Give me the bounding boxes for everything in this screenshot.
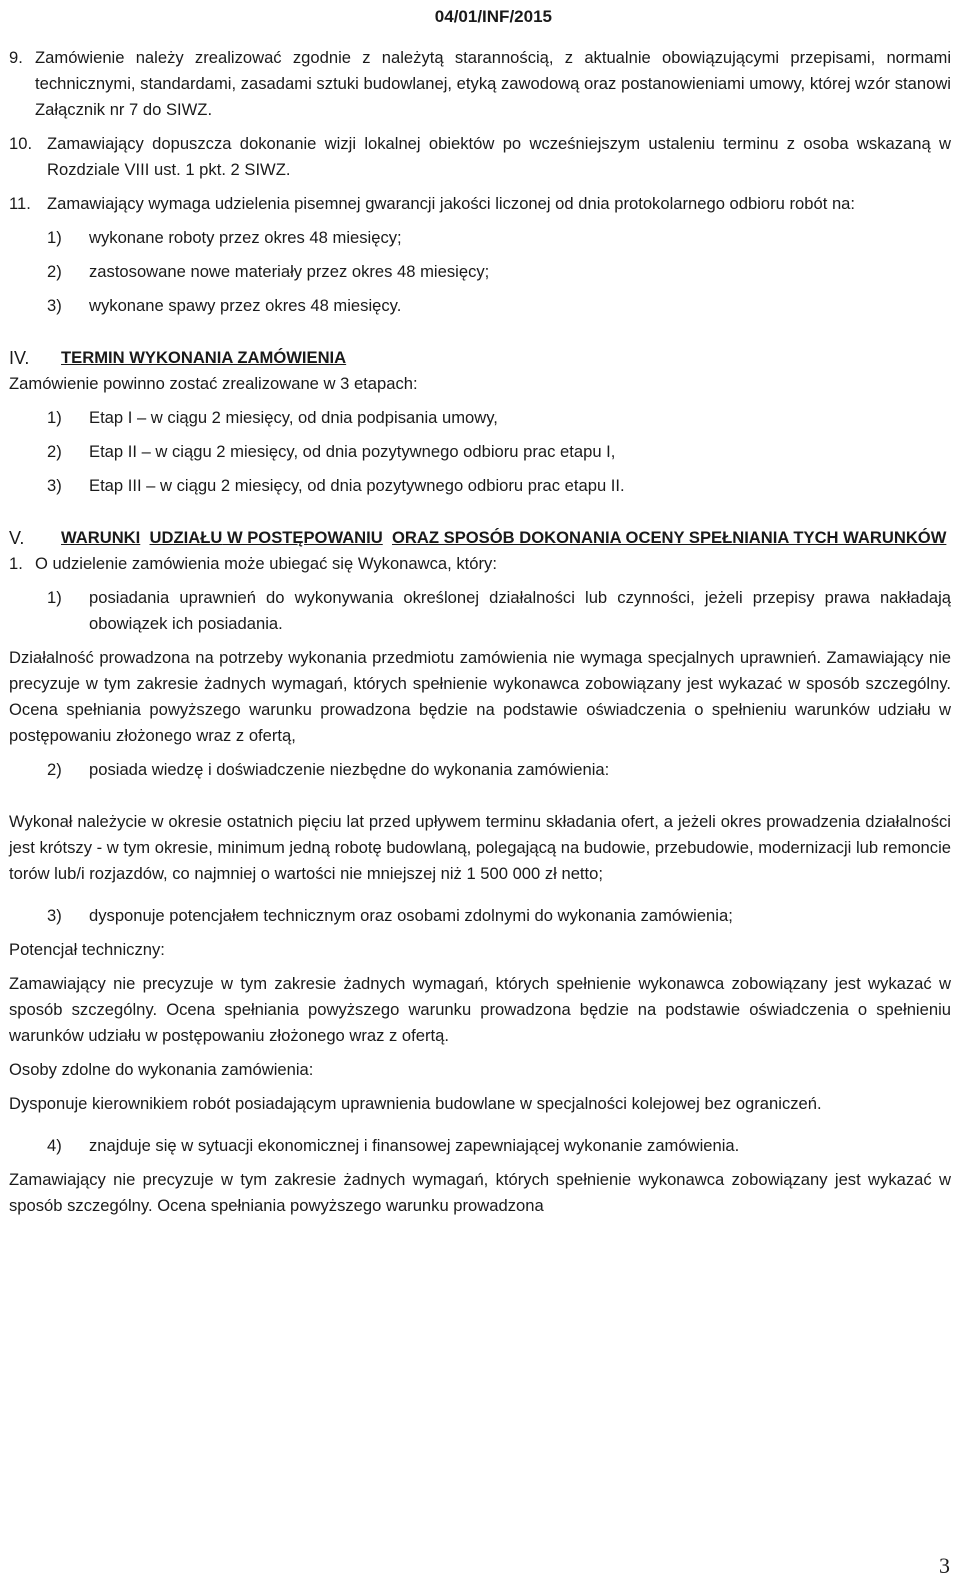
point-number: 11.	[9, 194, 31, 213]
point-number: 10.	[9, 134, 33, 153]
list-item	[47, 439, 951, 465]
item-number: 3)	[47, 296, 62, 315]
item-number: 2)	[47, 262, 62, 281]
condition-1-description: Działalność prowadzona na potrzeby wykonania przedmiotu zamówienia nie wymaga specjalnych uprawnień. Zamawiający nie precyzuje w tym zakresie żadnych wymagań, których spełnienie wykonawca zobowiązany jest wykazać w sposób szczególny. Ocena spełniania powyższego warunku prowadzona będzie na podstawie oświadczenia o spełnieniu warunków udziału w postępowaniu złożonego wraz z ofertą,	[9, 648, 951, 745]
page-number: 3	[939, 1553, 950, 1578]
list-item	[47, 405, 951, 431]
point-text: O udzielenie zamówienia może ubiegać się Wykonawca, który:	[35, 554, 497, 573]
section-number: V.	[9, 528, 25, 548]
condition-2	[47, 757, 951, 783]
section-title-part: ORAZ SPOSÓB DOKONANIA OCENY SPEŁNIANIA TYCH WARUNKÓW	[392, 528, 947, 547]
document-body	[9, 45, 951, 1219]
persons-description: Dysponuje kierownikiem robót posiadającym uprawnienia budowlane w specjalności kolejowej bez ograniczeń.	[9, 1094, 822, 1113]
technical-potential-description: Zamawiający nie precyzuje w tym zakresie żadnych wymagań, których spełnienie wykonawca zobowiązany jest wykazać w sposób szczególny. Ocena spełniania powyższego warunku prowadzona będzie na podstawie oświadczenia o spełnieniu warunków udziału w postępowaniu złożonego wraz z ofertą.	[9, 974, 951, 1045]
condition-4-description: Zamawiający nie precyzuje w tym zakresie żadnych wymagań, których spełnienie wykonawca zobowiązany jest wykazać w sposób szczególny. Ocena spełniania powyższego warunku prowadzona	[9, 1170, 951, 1215]
item-number: 1)	[47, 408, 62, 427]
section-title-part: WARUNKI	[61, 528, 141, 547]
condition-3	[47, 903, 951, 929]
list-item	[47, 293, 951, 319]
item-number: 2)	[47, 760, 62, 779]
condition-1	[47, 585, 951, 637]
section-title-part: W POSTĘPOWANIU	[222, 528, 383, 547]
point-text: Zamawiający dopuszcza dokonanie wizji lokalnej obiektów po wcześniejszym ustaleniu terminu z osoba wskazaną w Rozdziale VIII ust. 1 pkt. 2 SIWZ.	[47, 134, 951, 179]
item-text: Etap II – w ciągu 2 miesięcy, od dnia pozytywnego odbioru prac etapu I,	[89, 442, 616, 461]
point-number: 9.	[9, 48, 23, 67]
list-item	[47, 473, 951, 499]
point-11	[9, 191, 951, 217]
item-number: 1)	[47, 588, 62, 607]
condition-2-description: Wykonał należycie w okresie ostatnich pięciu lat przed upływem terminu składania ofert, a jeżeli okres prowadzenia działalności jest krótszy - w tym okresie, minimum jedną robotę budowlaną, polegającą na budowie, przebudowie, modernizacji lub remoncie torów lub/i rozjazdów, co najmniej o wartości nie mniejszej niż 1 500 000 zł netto;	[9, 812, 951, 883]
item-number: 4)	[47, 1136, 62, 1155]
section-heading-v	[9, 525, 951, 551]
technical-potential-label: Potencjał techniczny:	[9, 940, 165, 959]
item-number: 3)	[47, 906, 62, 925]
condition-4	[47, 1133, 951, 1159]
section-title-part: UDZIAŁU	[149, 528, 223, 547]
item-text: posiada wiedzę i doświadczenie niezbędne do wykonania zamówienia:	[89, 760, 610, 779]
item-text: wykonane spawy przez okres 48 miesięcy.	[89, 296, 402, 315]
section-title: TERMIN WYKONANIA ZAMÓWIENIA	[61, 348, 347, 367]
point-text: Zamawiający wymaga udzielenia pisemnej gwarancji jakości liczonej od dnia protokolarnego odbioru robót na:	[47, 194, 856, 213]
section-title	[61, 525, 951, 551]
item-number: 1)	[47, 228, 62, 247]
point-number: 1.	[9, 554, 23, 573]
point-10	[9, 131, 951, 183]
item-number: 3)	[47, 476, 62, 495]
section-heading-iv	[9, 345, 951, 371]
item-text: Etap I – w ciągu 2 miesięcy, od dnia podpisania umowy,	[89, 408, 498, 427]
list-item	[47, 225, 951, 251]
item-text: zastosowane nowe materiały przez okres 48 miesięcy;	[89, 262, 490, 281]
item-number: 2)	[47, 442, 62, 461]
item-text: dysponuje potencjałem technicznym oraz osobami zdolnymi do wykonania zamówienia;	[89, 906, 733, 925]
item-text: Etap III – w ciągu 2 miesięcy, od dnia pozytywnego odbioru prac etapu II.	[89, 476, 625, 495]
document-id: 04/01/INF/2015	[434, 7, 552, 26]
persons-label: Osoby zdolne do wykonania zamówienia:	[9, 1060, 314, 1079]
point-1	[9, 551, 951, 577]
item-text: znajduje się w sytuacji ekonomicznej i finansowej zapewniającej wykonanie zamówienia.	[89, 1136, 740, 1155]
item-text: posiadania uprawnień do wykonywania określonej działalności lub czynności, jeżeli przepisy prawa nakładają obowiązek ich posiadania.	[89, 588, 951, 633]
section-number: IV.	[9, 348, 30, 368]
point-9	[9, 45, 951, 123]
list-item	[47, 259, 951, 285]
item-text: wykonane roboty przez okres 48 miesięcy;	[89, 228, 402, 247]
section-intro: Zamówienie powinno zostać zrealizowane w 3 etapach:	[9, 374, 418, 393]
point-text: Zamówienie należy zrealizować zgodnie z należytą starannością, z aktualnie obowiązującymi przepisami, normami technicznymi, standardami, zasadami sztuki budowlanej, etyką zawodową oraz postanowieniami umowy, której wzór stanowi Załącznik nr 7 do SIWZ.	[35, 48, 951, 119]
